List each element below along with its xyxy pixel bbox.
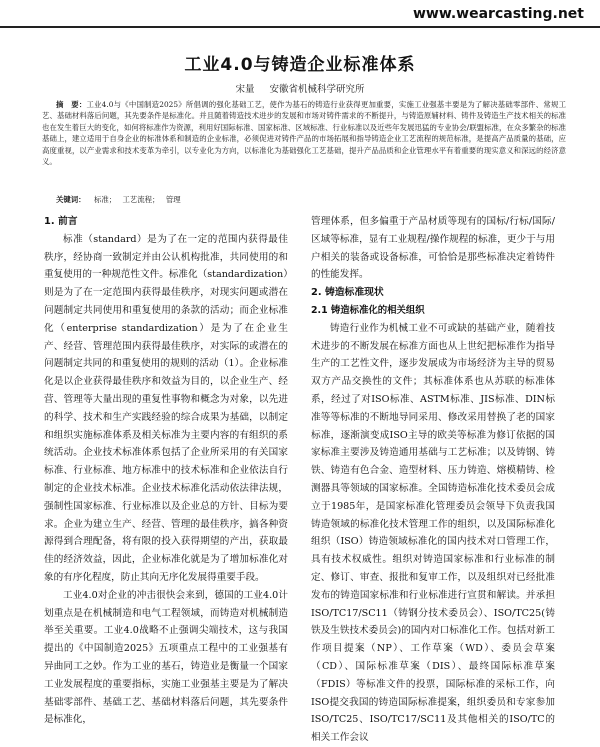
keyword: 标准； <box>93 195 117 204</box>
section-2-heading: 2. 铸造标准现状 <box>311 287 384 299</box>
paper-title: 工业4.0与铸造企业标准体系 <box>184 55 416 75</box>
right-column <box>311 213 555 747</box>
abstract-text: 工业4.0与《中国制造2025》所倡调的强化基础工艺，使作为基石的铸造行业获得更加重要，实施工业强基丰要是为了解决基础零部件、常规工艺、基础材料落后问题，其先要条件是标准化。并且随着铸造技术进步的发展和市场对铸件需求的不断提升，与铸造原辅材料、铸件及铸造生产技术相关的标准也在发生着巨大的变化，如何将标准作为资源，利用好国际标准、国家标准、区域标准、行业标准以及近些年发展迅猛的专业协会/联盟标准，在众多繁杂的标准基础上，建立适用于自身企业的标准体系和制造的企业标准，必须促进对铸件产品的市场拓展和指导铸造企业工艺流程的规范标准，是提高产品质量的基础，应高度重视，以产业需求和技术变革为牵引，以专业化为方向，以标准化为基础强化工艺基础，提升产品品质和企业管理水平有着重要的现实意义和深远的经济意义。 <box>42 100 566 167</box>
keyword: 管理 <box>165 195 181 204</box>
author-affiliation: 安徽省机械科学研究所 <box>269 84 365 95</box>
section-2-1-paragraph: 铸造行业作为机械工业不可或缺的基础产业，随着技术进步的不断发展在标准方面也从上世纪把标准作为指导生产的工艺性文件，逐步发展成为市场经济为主导的贸易双方产品交换性的文件；其标准体系也从苏联的标准体系，经过了对ISO标准、ASTM标准、JIS标准、DIN标准等等标准的不断地导同采用、修改采用替换了老的国家标准，逐渐演变成ISO主导的欧美等标准为修订依据的国家标准主要涉及铸造通用基础与工艺标准；以及铸钢、铸铁、铸造有色合金、造型材料、压力铸造、熔模精铸、检测器具等领域的国家标准。全国铸造标准化技术委员会成立于1985年，是国家标准化管理委员会领导下负责我国铸造领域的标准化技术管理工作的组织，以及国际标准化组织（ISO）铸造领域标准化的国内技术对口管理工作，具有技术权威性。组织对铸造国家标准和行业标准的制定、修订、审查、报批和复审工作，以及组织对已经批准发布的铸造国家标准和行业标准进行宣贯和解读。并承担ISO/TC17/SC11（铸钢分技术委员会）、ISO/TC25(铸铁及生铁技术委员会)的国内对口标准化工作。包括对新工作项目提案（NP）、工作草案（WD）、委员会草案（CD）、国际标准草案（DIS）、最终国际标准草案（FDIS）等标准文件的投票，国际标准的采标工作，向ISO提交我国的铸造国际标准提案，组织委员和专家参加ISO/TC25、ISO/TC17/SC11及其他相关的ISO/TC的相关工作会议 <box>311 322 555 744</box>
section-1-heading: 1. 前言 <box>44 216 78 227</box>
section-2-1-heading: 2.1 铸造标准化的相关组织 <box>311 304 425 316</box>
site-url[interactable]: www.wearcasting.net <box>412 6 584 22</box>
section-1-paragraph-1: 标准（standard）是为了在一定的范围内获得最佳秩序，经协商一致制定并由公认机构批准，共同使用的和重复使用的一种规范性文件。标准化（standardization）则是为了在一定范围内获得最佳秩序，对现实问题或潜在问题制定共同使用和重复使用的条款的活动；而企业标准化（enterprise standardization）是为了在企业生产、经营、管理范围内获得最佳秩序，对实际的或潜在的问题制定共同的和重复使用的规则的活动（1）。企业标准化是以企业获得最佳秩序和效益为目的，以企业生产、经营、管理等大量出现的重复性事物和概念为对象，以先进的科学、技术和生产实践经验的综合成果为基础，以制定和组织实施标准体系及相关标准为主要内容的有组织的系统活动。企业技术标准体系包括了企业所采用的有关国家标准、行业标准、地方标准中的技术标准和企业依法自行制定的企业技术标准。企业技术标准化活动依法律法规，强制性国家标准、行业标准以及企业总的方针、目标为要求。企业为建立生产、经营、管理的最佳秩序，搞各种资源得到合理配备，将有限的投入获得期望的产出，获取最佳的经济效益，因此，企业标准化就是为了增加标准化对象的有序化程度，防止其向无序化发展得重要手段。 <box>44 233 288 583</box>
abstract-block <box>42 99 566 167</box>
author-line <box>0 81 600 95</box>
keywords-line <box>56 194 185 205</box>
keyword: 工艺流程； <box>122 195 160 204</box>
author-name: 宋量 <box>235 84 255 95</box>
header-rule <box>0 26 600 28</box>
left-column <box>44 213 288 729</box>
abstract-label: 摘 要： <box>56 100 87 109</box>
section-1-paragraph-2: 工业4.0对企业的冲击很快会来到，德国的工业4.0计划重点是在机械制造和电气工程领域，而铸造对机械制造举至关重要。工业4.0战略不止强调尖端技术，这与我国提出的《中国制造2025》五项重点工程中的工业强基有异曲同工之妙。作为工业的基石，铸造业是衡量一个国家工业发展程度的重要指标，实施工业强基主要是为了解决基础零部件、基础工艺、基础材料落后问题，其先要条件是标准化， <box>44 589 288 726</box>
keywords-label: 关键词： <box>56 195 86 204</box>
continued-paragraph: 管理体系，但多偏重于产品材质等现有的国标/行标/国际/区域等标准，显有工业规程/操作规程的标准，更少于与用户相关的装备或设备标准，可恰恰是那些标准决定着铸件的性能发挥。 <box>311 216 555 281</box>
